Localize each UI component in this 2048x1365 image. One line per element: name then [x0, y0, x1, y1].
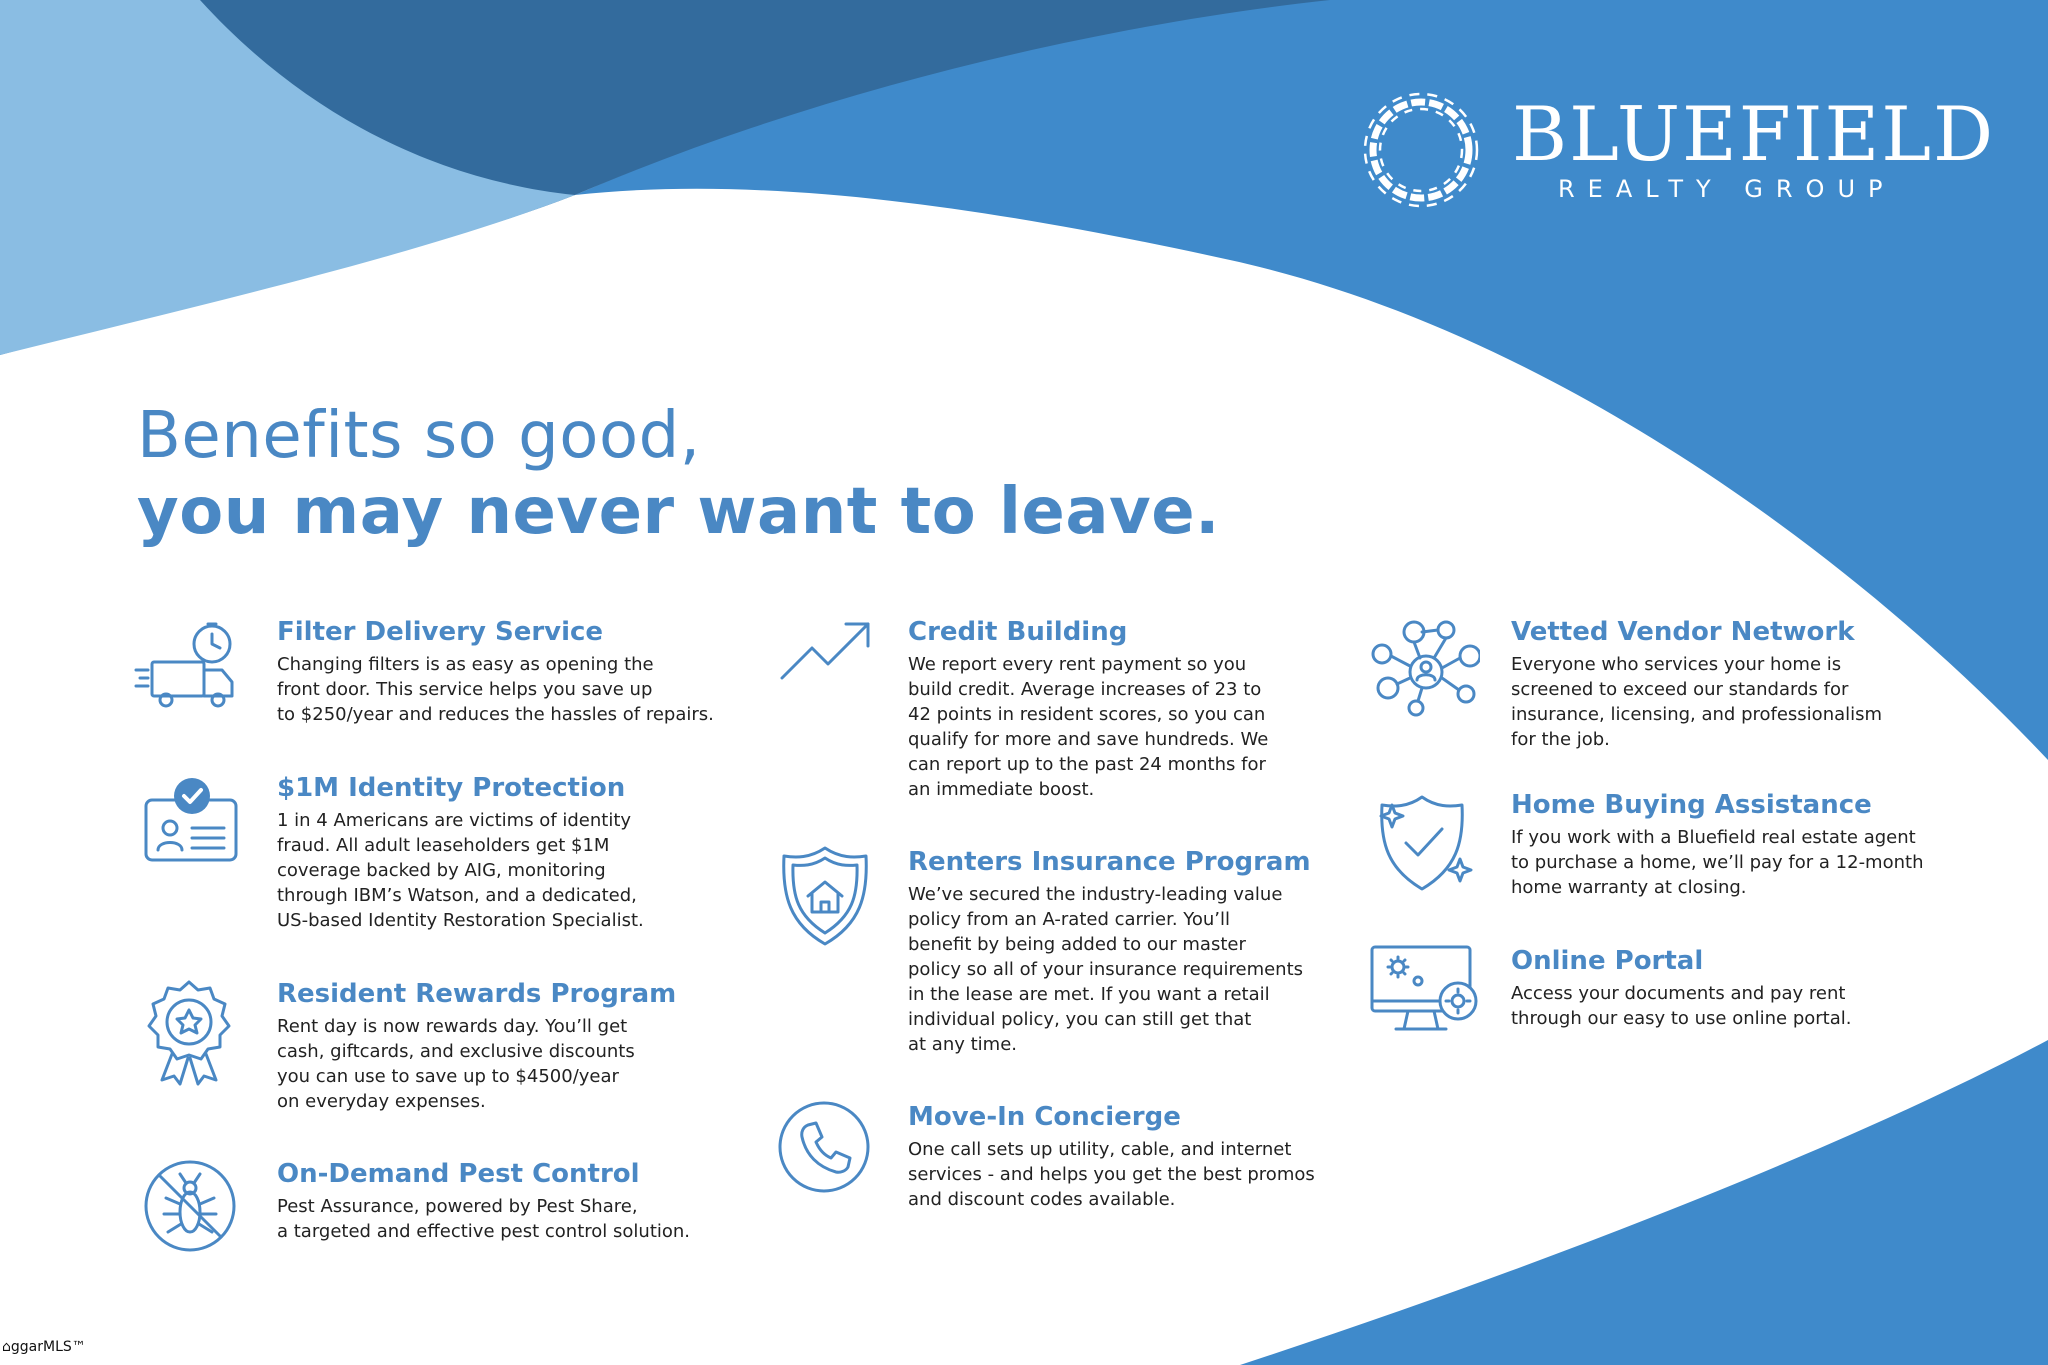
- benefit-online-portal: [1370, 945, 1970, 1055]
- shield-check-sparkle-icon: [1370, 793, 1480, 903]
- shield-house-icon: [770, 846, 880, 956]
- network-people-icon: [1370, 616, 1480, 726]
- benefit-description: Changing filters is as easy as opening the front door. This service helps you save up to $250/year and reduces the hassles of repairs.: [277, 654, 714, 725]
- no-bug-icon: [134, 1158, 244, 1268]
- house-outline-icon: ⌂: [2, 1339, 11, 1355]
- benefit-resident-rewards: [134, 978, 734, 1118]
- brand-logo: [1360, 84, 1996, 214]
- benefit-title: Resident Rewards Program: [277, 979, 677, 1009]
- benefit-title: Online Portal: [1511, 946, 1704, 976]
- benefit-pest-control: [134, 1158, 734, 1268]
- benefit-vetted-vendor-network: [1370, 616, 1970, 766]
- benefit-description: One call sets up utility, cable, and internet services - and helps you get the best promos and discount codes available.: [908, 1139, 1315, 1210]
- benefit-description: We’ve secured the industry-leading value policy from an A-rated carrier. You’ll benefit by being added to our master policy so all of your insurance requirements in the lease are met. If you want a retail individual policy, you can still get that at any time.: [908, 884, 1304, 1055]
- benefit-move-in-concierge: [770, 1101, 1370, 1231]
- watermark-text: ggarMLS™: [10, 1339, 86, 1355]
- headline-line-2: you may never want to leave.: [137, 475, 1220, 549]
- benefit-title: Move-In Concierge: [908, 1102, 1181, 1132]
- benefit-title: Renters Insurance Program: [908, 847, 1311, 877]
- phone-circle-icon: [770, 1101, 880, 1211]
- benefit-description: If you work with a Bluefield real estate agent to purchase a home, we’ll pay for a 12-month home warranty at closing.: [1511, 827, 1924, 898]
- benefit-title: Home Buying Assistance: [1511, 790, 1872, 820]
- benefit-renters-insurance: [770, 846, 1370, 1066]
- monitor-gears-icon: [1370, 945, 1480, 1055]
- wreath-ring-icon: [1360, 89, 1482, 211]
- award-ribbon-icon: [134, 978, 244, 1088]
- benefit-home-buying-assistance: [1370, 789, 1970, 919]
- trend-up-icon: [770, 616, 880, 726]
- id-card-check-icon: [134, 772, 244, 882]
- brand-subtitle: REALTY GROUP: [1558, 175, 1896, 203]
- benefit-title: Filter Delivery Service: [277, 617, 604, 647]
- benefit-title: $1M Identity Protection: [277, 773, 626, 803]
- truck-clock-icon: [134, 614, 244, 724]
- headline: [137, 398, 1220, 550]
- benefit-description: 1 in 4 Americans are victims of identity fraud. All adult leaseholders get $1M coverage backed by AIG, monitoring through IBM’s Watson, and a dedicated, US-based Identity Restoration Specialist.: [277, 810, 644, 931]
- benefit-title: Credit Building: [908, 617, 1128, 647]
- benefit-description: Pest Assurance, powered by Pest Share, a targeted and effective pest control solution.: [277, 1196, 691, 1242]
- benefit-description: We report every rent payment so you build credit. Average increases of 23 to 42 points in resident scores, so you can qualify for more and save hundreds. We can report up to the past 24 months for an immediate boost.: [908, 654, 1269, 800]
- benefit-title: Vetted Vendor Network: [1511, 617, 1855, 647]
- benefit-description: Everyone who services your home is screened to exceed our standards for insurance, licensing, and professionalism for the job.: [1511, 654, 1883, 750]
- benefit-identity-protection: [134, 772, 734, 952]
- benefit-description: Rent day is now rewards day. You’ll get cash, giftcards, and exclusive discounts you can use to save up to $4500/year on everyday expenses.: [277, 1016, 635, 1112]
- benefit-description: Access your documents and pay rent through our easy to use online portal.: [1511, 983, 1852, 1029]
- watermark: [2, 1338, 86, 1356]
- benefit-filter-delivery: [134, 616, 734, 766]
- benefit-title: On-Demand Pest Control: [277, 1159, 640, 1189]
- brand-name: BLUEFIELD: [1512, 90, 1996, 178]
- benefit-credit-building: [770, 616, 1370, 806]
- headline-line-1: Benefits so good,: [137, 399, 701, 473]
